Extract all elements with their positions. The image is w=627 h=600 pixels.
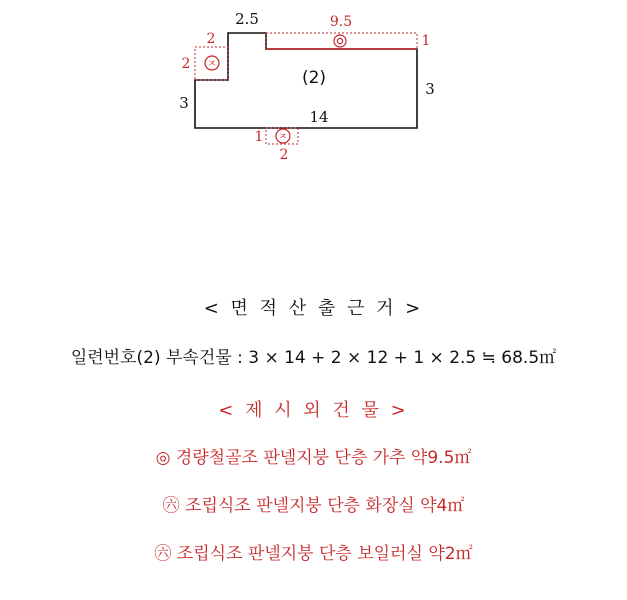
excluded-item-boiler-room: ㊅ 조립식조 판넬지붕 단층 보일러실 약2㎡ (154, 544, 473, 564)
circled-ji-icon-bottom (276, 129, 290, 143)
label-bottom-below-red: 2 (279, 147, 289, 163)
label-left-top-red: 2 (206, 31, 216, 47)
label-top-left: 2.5 (235, 10, 259, 28)
label-right: 3 (425, 80, 435, 98)
label-bottom-left-red: 1 (254, 129, 264, 145)
label-bottom: 14 (309, 108, 329, 126)
area-basis-title: < 면 적 산 출 근 거 > (203, 298, 424, 319)
svg-text:ㅈ: ㅈ (207, 59, 217, 70)
svg-text:ㅈ: ㅈ (278, 132, 288, 143)
label-left-bottom: 3 (179, 94, 189, 112)
area-formula: 일련번호(2) 부속건물 : 3 × 14 + 2 × 12 + 1 × 2.5 ≒ 68.5㎡ (70, 348, 557, 368)
label-right-top: 1 (421, 33, 431, 49)
label-center: (2) (301, 68, 327, 88)
label-top-red: 9.5 (329, 14, 353, 30)
circled-ji-icon-left (205, 56, 219, 70)
double-circle-icon (334, 35, 346, 47)
excluded-item-canopy: ◎ 경량철골조 판넬지붕 단층 가추 약9.5㎡ (155, 448, 472, 468)
excluded-buildings-title: < 제 시 외 건 물 > (218, 400, 409, 421)
label-left-side-red: 2 (181, 56, 191, 72)
excluded-item-toilet: ㊅ 조립식조 판넬지붕 단층 화장실 약4㎡ (162, 496, 465, 516)
floor-plan-diagram (0, 0, 627, 170)
